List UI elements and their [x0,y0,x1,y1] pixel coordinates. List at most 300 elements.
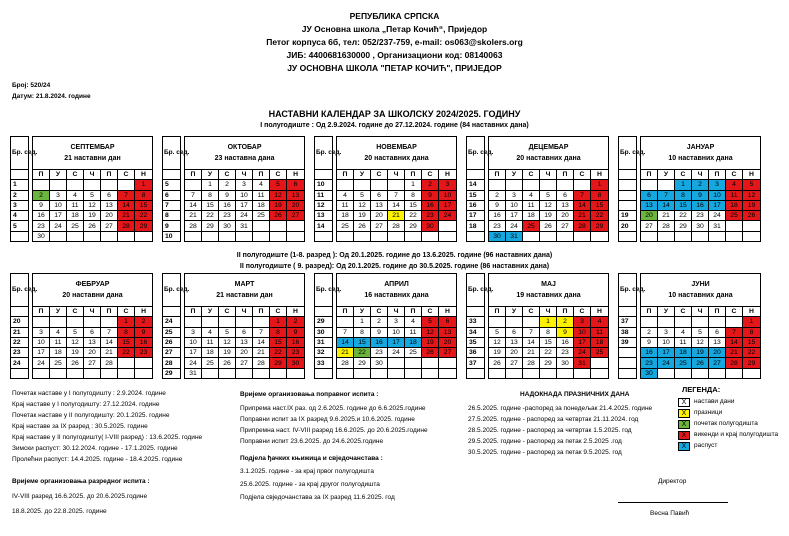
day-cell [692,231,709,241]
month-name: ЈУНИ [691,281,710,288]
day-cell: 29 [135,221,153,231]
day-cell [675,317,692,327]
week-row [11,190,153,200]
day-cell: 21 [726,348,743,358]
certificates-line: 3.1.2025. године - за крај првог полугодишта [240,468,374,475]
day-cell: 27 [101,221,118,231]
day-cell: 7 [185,190,202,200]
week-row [163,317,305,327]
day-cell: 6 [506,327,523,337]
week-number: 33 [467,317,485,327]
header-jib: ЈИБ: 4400681630000 , Организациони код: 08140063 [286,50,503,60]
day-cell: 15 [405,200,422,210]
footer-line: Почетак наставе у I полугодишту : 2.9.2024. године [12,390,166,397]
day-cell: 15 [675,200,692,210]
week-number: 8 [163,211,181,221]
week-number: 17 [467,211,485,221]
day-cell: 11 [523,200,540,210]
repair-exam-line: Припрема наст.IX раз. од 2.6.2025. године до 6.6.2025.године [240,405,426,412]
week-number [11,231,29,241]
day-cell [202,368,219,378]
day-cell: 21 [253,348,270,358]
week-number: 37 [619,317,637,327]
day-cell: 4 [337,190,354,200]
day-cell: 23 [557,348,574,358]
week-row [467,337,609,347]
day-cell [574,180,591,190]
legend-swatch: X [678,409,690,418]
day-cell: 27 [236,358,253,368]
day-cell: 6 [101,190,118,200]
day-cell: 15 [202,200,219,210]
second-half-info-9: II полугодиште ( 9. разред): Од 20.1.2025. године до 30.5.2025. године (86 наставних дана) [239,263,550,270]
weekday-header: С [270,170,287,180]
week-row [11,327,153,337]
day-cell: 16 [422,200,439,210]
day-cell: 9 [371,327,388,337]
day-cell: 12 [354,200,371,210]
day-cell: 20 [641,211,658,221]
day-cell: 1 [270,317,287,327]
month-calendar [618,136,761,242]
month-teaching-days: 21 наставни дан [216,292,273,299]
week-number: 4 [11,211,29,221]
footer-line: Пролећни распуст: 14.4.2025. године - 18.4.2025. године [12,456,183,463]
week-number [619,190,637,200]
day-cell [726,221,743,231]
week-row [619,180,761,190]
day-cell: 21 [118,211,135,221]
day-cell [84,368,101,378]
week-row [467,368,609,378]
repair-exam-line: Поправни испит 23.6.2025. до 24.6.2025.године [240,438,384,445]
week-number: 36 [467,348,485,358]
day-cell: 3 [185,327,202,337]
weekday-header: С [67,170,84,180]
day-cell: 8 [675,190,692,200]
week-row [11,368,153,378]
day-cell: 9 [692,190,709,200]
week-number: 5 [163,180,181,190]
week-row [163,180,305,190]
week-row [11,200,153,210]
day-cell: 24 [50,221,67,231]
weekday-header: Н [439,307,457,317]
day-cell: 2 [422,180,439,190]
week-row [619,358,761,368]
day-cell [371,180,388,190]
day-cell: 8 [270,327,287,337]
day-cell: 29 [540,358,557,368]
day-cell: 12 [540,200,557,210]
month-name: ОКТОБАР [227,144,262,151]
day-cell [84,180,101,190]
day-cell [591,358,609,368]
day-cell [101,368,118,378]
day-cell: 18 [591,337,609,347]
day-cell: 2 [33,190,50,200]
day-cell: 29 [675,221,692,231]
day-cell: 17 [709,200,726,210]
day-cell: 25 [337,221,354,231]
day-cell: 28 [118,221,135,231]
day-cell [658,231,675,241]
day-cell: 23 [422,211,439,221]
weekday-header: П [557,307,574,317]
day-cell: 5 [743,180,761,190]
day-cell: 3 [50,190,67,200]
weekday-header: С [270,307,287,317]
weekday-header: П [489,307,506,317]
day-cell: 6 [709,327,726,337]
month-name: ФЕБРУАР [75,281,110,288]
week-row [11,231,153,241]
day-cell: 27 [506,358,523,368]
week-number-header: Бр. сед. [315,274,333,307]
day-cell: 10 [33,337,50,347]
week-row [467,200,609,210]
day-cell [439,358,457,368]
day-cell: 11 [405,327,422,337]
day-cell: 16 [135,337,153,347]
day-cell: 3 [236,180,253,190]
day-cell: 26 [540,221,557,231]
week-number [619,358,637,368]
day-cell [118,358,135,368]
holiday-makeup-line: 29.5.2025. године - распоред за петак 2.5.2025 .год [468,438,622,445]
legend-label: настави дани [694,398,735,405]
day-cell: 22 [405,211,422,221]
day-cell: 1 [540,317,557,327]
day-cell: 30 [371,358,388,368]
day-cell: 3 [388,317,405,327]
day-cell [692,368,709,378]
day-cell: 19 [743,200,761,210]
day-cell: 23 [692,211,709,221]
legend [668,386,789,456]
day-cell: 23 [371,348,388,358]
repair-exam-line: Поправни испит за IX разред 9.6.2025.и 10.6.2025. године [240,416,415,423]
week-row [163,358,305,368]
day-cell [50,368,67,378]
weekday-header: П [33,307,50,317]
week-number: 39 [619,337,637,347]
day-cell: 2 [371,317,388,327]
day-cell: 23 [489,221,506,231]
weekday-header: У [354,170,371,180]
week-number: 22 [11,337,29,347]
day-cell: 8 [118,327,135,337]
day-cell: 7 [337,327,354,337]
day-cell: 17 [185,348,202,358]
weekday-header: Ч [236,307,253,317]
weekday-header: У [506,170,523,180]
day-cell: 14 [726,337,743,347]
day-cell: 8 [202,190,219,200]
legend-label: викенди и крај полугодишта [694,431,779,438]
first-half-info: I полугодиште : Од 2.9.2024. године до 27.12.2024. године (84 наставних дана) [260,122,529,129]
day-cell [270,368,287,378]
day-cell: 25 [67,221,84,231]
week-number [619,348,637,358]
day-cell [489,368,506,378]
day-cell: 16 [33,211,50,221]
month-name: ЈАНУАР [686,144,715,151]
day-cell [354,180,371,190]
week-number: 28 [163,358,181,368]
day-cell: 9 [33,200,50,210]
day-cell: 25 [591,348,609,358]
day-cell: 27 [287,211,305,221]
header-address: Петог корпуса 6б, тел: 052/237-759, e-mail: os063@skolers.org [266,37,523,47]
week-number: 24 [163,317,181,327]
day-cell [84,231,101,241]
day-cell: 22 [270,348,287,358]
director-label: Директор [658,478,687,485]
week-row [619,327,761,337]
weekday-header: С [574,170,591,180]
certificates-heading: Подјела ђачких књижица и свједочанстава : [240,455,383,462]
week-number: 20 [619,221,637,231]
weekday-header: С [118,170,135,180]
week-row [315,231,457,241]
day-cell [405,358,422,368]
day-cell: 28 [523,358,540,368]
week-number: 2 [11,190,29,200]
day-cell: 6 [84,327,101,337]
day-cell: 6 [557,190,574,200]
day-cell: 22 [118,348,135,358]
weekday-header: У [50,307,67,317]
day-cell: 2 [692,180,709,190]
day-cell: 5 [84,190,101,200]
day-cell: 26 [219,358,236,368]
week-number-header: Бр. сед. [467,137,485,170]
day-cell: 3 [33,327,50,337]
day-cell: 12 [489,337,506,347]
day-cell: 12 [84,200,101,210]
day-cell: 20 [506,348,523,358]
day-cell: 22 [135,211,153,221]
weekday-header: У [658,307,675,317]
day-cell: 17 [574,337,591,347]
week-number: 14 [315,221,333,231]
week-row [163,211,305,221]
weekday-header: С [67,307,84,317]
day-cell: 25 [726,211,743,221]
day-cell [422,231,439,241]
day-cell: 6 [641,190,658,200]
repair-exam-line: Припремна наст. IV-VIII разред 16.6.2025. до 20.6.2025.године [240,427,428,434]
day-cell [709,231,726,241]
day-cell [33,368,50,378]
legend-label: почетак полугодишта [694,420,758,427]
day-cell: 11 [337,200,354,210]
day-cell: 10 [709,190,726,200]
repair-exam-list [240,405,428,449]
day-cell: 24 [658,358,675,368]
weekday-header: П [101,170,118,180]
week-row [315,368,457,378]
day-cell: 3 [709,180,726,190]
weekday-header: Н [743,170,761,180]
week-row [467,327,609,337]
day-cell [337,317,354,327]
day-cell: 4 [405,317,422,327]
day-cell: 1 [202,180,219,190]
day-cell [641,180,658,190]
day-cell [506,368,523,378]
header-school: ЈУ Основна школа „Петар Кочић“, Приједор [301,24,488,34]
month-calendar [162,273,305,379]
day-cell [202,231,219,241]
day-cell: 28 [726,358,743,368]
day-cell: 3 [439,180,457,190]
day-cell: 2 [489,190,506,200]
day-cell: 13 [287,190,305,200]
day-cell: 17 [439,200,457,210]
day-cell: 10 [439,190,457,200]
weekday-header: С [726,307,743,317]
day-cell: 11 [202,337,219,347]
day-cell [641,317,658,327]
week-number: 19 [619,211,637,221]
day-cell: 27 [709,358,726,368]
class-exam-heading: Вријеме организовања разредног испита : [12,478,150,485]
month-calendar [618,273,761,379]
week-number [315,231,333,241]
signature-line [618,502,728,503]
day-cell: 8 [540,327,557,337]
day-cell: 1 [135,180,153,190]
weekday-header: П [33,170,50,180]
week-row [467,317,609,327]
month-calendar [466,273,609,379]
day-cell [489,180,506,190]
day-cell: 27 [641,221,658,231]
day-cell: 6 [236,327,253,337]
holiday-makeup-line: 26.5.2025. године -распоред за понедељак 21.4.2025. године [468,405,653,412]
day-cell: 14 [101,337,118,347]
month-calendar [466,136,609,242]
day-cell: 5 [67,327,84,337]
day-cell: 30 [557,358,574,368]
weekday-header: С [371,307,388,317]
weekday-header: Ч [84,307,101,317]
weekday-header: Ч [236,170,253,180]
day-cell [50,231,67,241]
week-row [619,190,761,200]
day-cell: 29 [743,358,761,368]
day-cell: 15 [743,337,761,347]
day-cell: 19 [354,211,371,221]
day-cell: 9 [641,337,658,347]
week-number [467,231,485,241]
week-row [163,231,305,241]
day-cell: 17 [236,200,253,210]
week-row [315,337,457,347]
weekday-header: Ч [540,170,557,180]
day-cell: 24 [236,211,253,221]
day-cell: 4 [50,327,67,337]
day-cell: 26 [692,358,709,368]
day-cell: 25 [405,348,422,358]
day-cell: 23 [33,221,50,231]
legend-swatch: X [678,420,690,429]
weekday-header: С [371,170,388,180]
day-cell: 1 [118,317,135,327]
week-number: 37 [467,358,485,368]
day-cell: 11 [253,190,270,200]
day-cell [388,180,405,190]
day-cell: 21 [388,211,405,221]
weekday-header: У [202,170,219,180]
week-number [619,231,637,241]
day-cell: 9 [219,190,236,200]
day-cell [337,231,354,241]
day-cell: 5 [540,190,557,200]
month-calendar [314,136,457,242]
day-cell: 12 [692,337,709,347]
day-cell: 8 [743,327,761,337]
day-cell: 25 [523,221,540,231]
week-number: 27 [163,348,181,358]
day-cell [523,231,540,241]
week-row [11,348,153,358]
day-cell: 1 [743,317,761,327]
weekday-header: Ч [84,170,101,180]
day-cell: 30 [489,231,506,241]
day-cell: 21 [574,211,591,221]
week-number-header: Бр. сед. [11,137,29,170]
week-number [619,180,637,190]
day-cell [658,317,675,327]
day-cell: 26 [270,211,287,221]
day-cell [219,368,236,378]
day-cell: 13 [709,337,726,347]
week-row [315,317,457,327]
day-cell: 1 [675,180,692,190]
day-cell: 13 [439,327,457,337]
day-cell [67,368,84,378]
day-cell: 7 [118,190,135,200]
week-number: 24 [11,358,29,368]
week-row [163,221,305,231]
week-number [619,368,637,378]
week-row [315,358,457,368]
week-number: 30 [315,327,333,337]
weekday-header: Н [591,307,609,317]
day-cell: 15 [354,337,371,347]
day-cell [101,231,118,241]
month-teaching-days: 10 наставних дана [668,155,733,162]
weekday-header: П [641,170,658,180]
day-cell [726,368,743,378]
day-cell [641,231,658,241]
day-cell: 16 [371,337,388,347]
day-cell [185,231,202,241]
day-cell [743,368,761,378]
day-cell [422,368,439,378]
day-cell: 7 [253,327,270,337]
day-cell: 18 [405,337,422,347]
day-cell: 19 [67,348,84,358]
week-row [163,368,305,378]
weekday-header: П [405,307,422,317]
day-cell: 5 [422,317,439,327]
day-cell [675,368,692,378]
day-cell [557,368,574,378]
